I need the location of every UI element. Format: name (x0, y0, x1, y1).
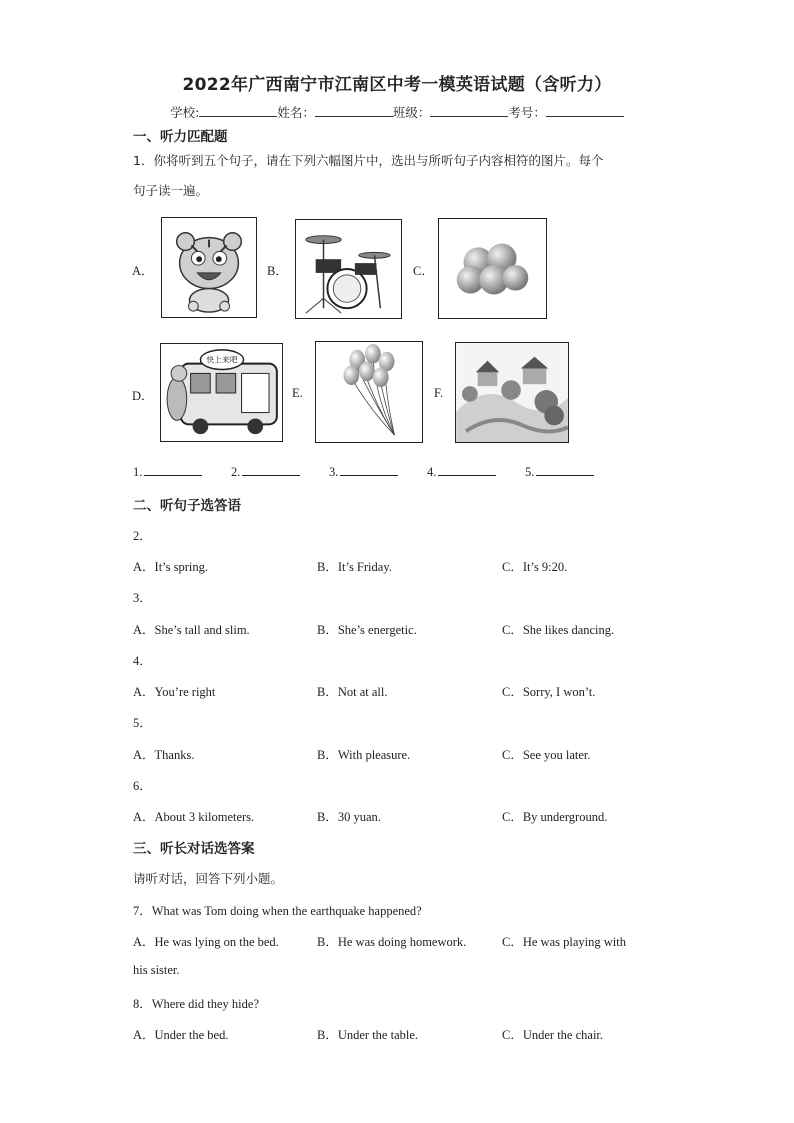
question-6-option-b[interactable]: B．30 yuan. (317, 810, 381, 824)
question-8-option-c[interactable]: C．Under the chair. (502, 1028, 604, 1042)
balls-picture (438, 218, 547, 319)
student-info-line (0, 103, 794, 121)
bus-picture (160, 343, 283, 442)
question-8-option-b[interactable]: B．Under the table. (317, 1028, 419, 1042)
question-3-option-b[interactable]: B．She’s energetic. (317, 623, 417, 637)
section1-instruction-1: 1．你将听到五个句子，请在下列六幅图片中，选出与所听句子内容相符的图片。每个 (133, 153, 604, 168)
option-e-label: E. (292, 386, 303, 400)
question-3-number: 3． (133, 591, 152, 605)
drum-kit-picture (295, 219, 402, 319)
question-5-option-b[interactable]: B．With pleasure. (317, 748, 411, 762)
answer-label-2: 2. (231, 465, 241, 479)
answer-label-3: 3. (329, 465, 339, 479)
question-7-option-a[interactable]: A．He was lying on the bed. (133, 935, 279, 949)
question-6-option-c[interactable]: C．By underground. (502, 810, 608, 824)
answer-field-2[interactable] (242, 464, 300, 476)
speech-bubble-text: 快上来吧 (206, 355, 238, 365)
question-2-option-a[interactable]: A．It’s spring. (133, 560, 209, 574)
question-4-number: 4． (133, 654, 152, 668)
school-field[interactable] (199, 104, 277, 117)
question-7-option-b[interactable]: B．He was doing homework. (317, 935, 467, 949)
question-7-option-c[interactable]: C．He was playing with (502, 935, 626, 949)
answer-label-4: 4. (427, 465, 437, 479)
name-field[interactable] (315, 104, 393, 117)
option-d-label: D． (132, 389, 154, 403)
answer-label-5: 5. (525, 465, 535, 479)
number-label: 考号： (508, 105, 546, 120)
section3-heading: 三、听长对话选答案 (133, 841, 255, 857)
question-3-option-c[interactable]: C．She likes dancing. (502, 623, 615, 637)
class-field[interactable] (430, 104, 508, 117)
question-4-option-c[interactable]: C．Sorry, I won’t. (502, 685, 596, 699)
option-c-label: C． (413, 264, 434, 278)
option-f-label: F. (434, 386, 444, 400)
answer-label-1: 1. (133, 465, 143, 479)
question-4-option-b[interactable]: B．Not at all. (317, 685, 388, 699)
section1-instruction-2: 句子读一遍。 (133, 183, 209, 198)
question-5-option-c[interactable]: C．See you later. (502, 748, 591, 762)
question-6-option-a[interactable]: A．About 3 kilometers. (133, 810, 255, 824)
answer-field-5[interactable] (536, 464, 594, 476)
answer-field-1[interactable] (144, 464, 202, 476)
balloons-picture (315, 341, 423, 443)
section2-heading: 二、听句子选答语 (133, 498, 241, 514)
question-7-stem: 7．What was Tom doing when the earthquake happened? (133, 904, 422, 918)
answer-field-3[interactable] (340, 464, 398, 476)
question-8-stem: 8．Where did they hide? (133, 997, 259, 1011)
question-8-option-a[interactable]: A．Under the bed. (133, 1028, 229, 1042)
question-5-number: 5． (133, 716, 152, 730)
answer-blank-4[interactable] (427, 464, 496, 480)
question-3-option-a[interactable]: A．She’s tall and slim. (133, 623, 250, 637)
question-7-option-c-continued: his sister. (133, 963, 180, 977)
option-a-label: A． (132, 264, 154, 278)
answer-field-4[interactable] (438, 464, 496, 476)
question-5-option-a[interactable]: A．Thanks. (133, 748, 195, 762)
section3-instruction: 请听对话，回答下列小题。 (133, 871, 284, 886)
question-2-option-b[interactable]: B．It’s Friday. (317, 560, 392, 574)
village-landscape-picture (455, 342, 569, 443)
school-label: 学校: (170, 105, 200, 120)
answer-blank-1[interactable] (133, 464, 202, 480)
answer-blank-2[interactable] (231, 464, 300, 480)
question-6-number: 6． (133, 779, 152, 793)
question-4-option-a[interactable]: A．You’re right (133, 685, 216, 699)
class-label: 班级： (392, 105, 431, 120)
answer-blank-3[interactable] (329, 464, 398, 480)
page-title: 2022年广西南宁市江南区中考一模英语试题（含听力） (182, 75, 612, 95)
option-b-label: B． (267, 264, 288, 278)
question-2-option-c[interactable]: C．It’s 9:20. (502, 560, 568, 574)
answer-blank-5[interactable] (525, 464, 594, 480)
tiger-mascot-picture (161, 217, 257, 318)
question-2-number: 2． (133, 529, 152, 543)
section1-heading: 一、听力匹配题 (133, 129, 228, 145)
number-field[interactable] (546, 104, 624, 117)
name-label: 姓名： (277, 105, 315, 120)
